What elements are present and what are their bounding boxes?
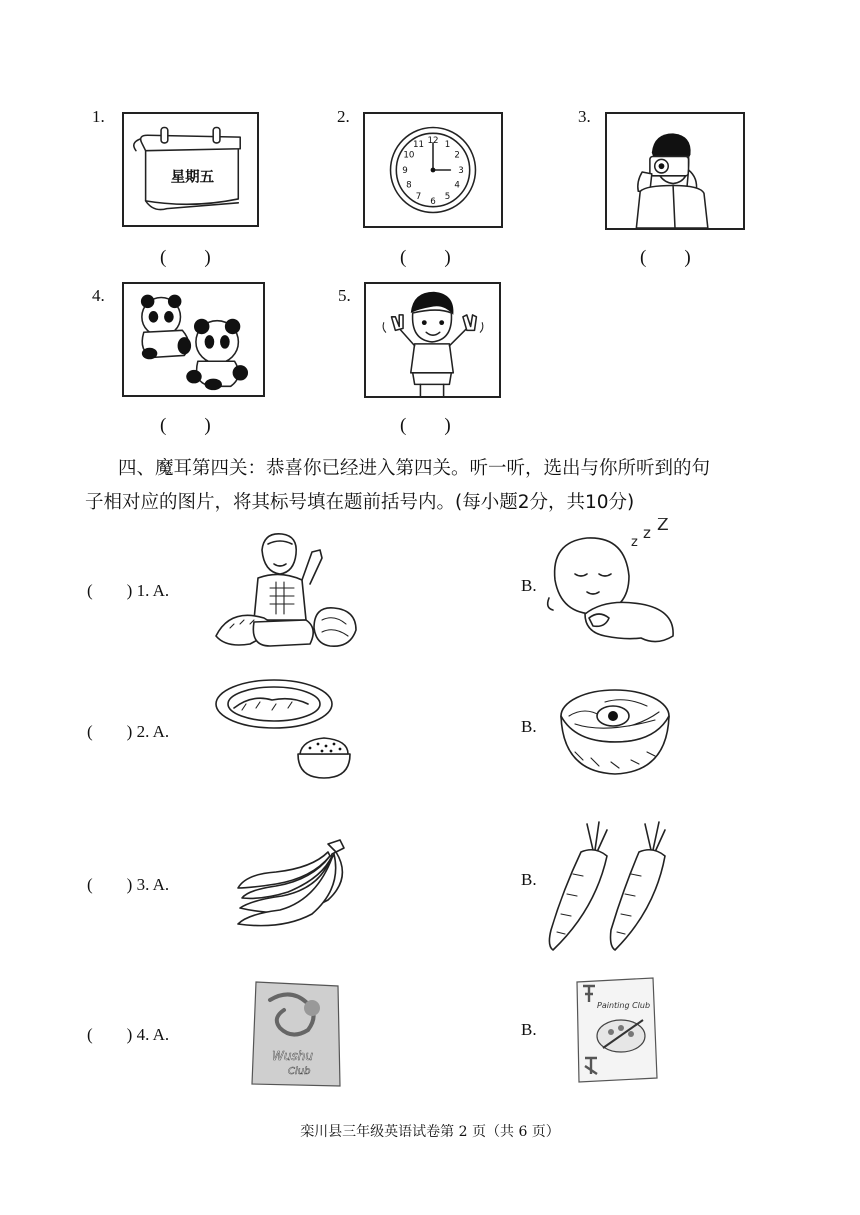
item-4-answer-paren: ( ): [160, 415, 211, 436]
page-footer: 栾川县三年级英语试卷第 2 页（共 6 页）: [300, 1124, 560, 1140]
plate-and-rice-icon: [212, 674, 360, 782]
svg-text:4: 4: [454, 180, 460, 191]
pandas-icon: [124, 284, 263, 395]
item-3-answer-paren: ( ): [640, 247, 691, 268]
svg-text:6: 6: [430, 196, 436, 207]
question-2-b-label: B.: [521, 717, 537, 736]
question-1-label: ( ) 1. A.: [87, 581, 170, 600]
svg-text:1: 1: [444, 139, 451, 150]
calendar-weekday-text: 星期五: [170, 169, 215, 186]
question-4-b-label: B.: [521, 1020, 537, 1039]
question-3-b-label: B.: [521, 870, 537, 889]
svg-text:Painting Club: Painting Club: [597, 1001, 651, 1010]
question-4-label: ( ) 4. A.: [87, 1025, 170, 1044]
q1-option-a-picture: [210, 528, 370, 650]
grandpa-vegetables-icon: [210, 528, 370, 650]
item-1-number: 1.: [92, 107, 105, 126]
calendar-icon: [124, 114, 257, 225]
q4-option-a-picture: [250, 978, 345, 1090]
item-5-number: 5.: [338, 286, 351, 305]
question-2-label: ( ) 2. A.: [87, 722, 170, 741]
wushu-club-poster-icon: [250, 978, 345, 1090]
svg-text:5: 5: [444, 191, 451, 202]
camera-person-icon: [607, 114, 743, 228]
item-1-picture: [122, 112, 259, 227]
item-2-picture: [363, 112, 503, 228]
item-5-answer-paren: ( ): [400, 415, 451, 436]
svg-text:z: z: [631, 535, 638, 550]
svg-text:3: 3: [458, 165, 464, 176]
svg-text:z: z: [643, 524, 651, 542]
svg-text:9: 9: [402, 165, 408, 176]
q2-option-a-picture: [212, 674, 360, 782]
carrots-icon: [543, 820, 673, 955]
svg-text:Z: Z: [657, 518, 669, 535]
svg-text:8: 8: [406, 180, 412, 191]
svg-text:7: 7: [415, 191, 422, 202]
svg-text:2: 2: [454, 150, 460, 161]
q2-option-b-picture: [555, 676, 675, 780]
sleeping-baby-icon: [545, 518, 680, 648]
question-3-label: ( ) 3. A.: [87, 875, 170, 894]
svg-text:Wushu: Wushu: [272, 1049, 313, 1063]
q3-option-a-picture: [232, 838, 364, 934]
item-2-number: 2.: [337, 107, 350, 126]
part4-instruction-line1: 四、魔耳第四关：恭喜你已经进入第四关。听一听，选出与你所听到的句: [118, 458, 711, 479]
item-3-picture: [605, 112, 745, 230]
question-1-b-label: B.: [521, 576, 537, 595]
q3-option-b-picture: [543, 820, 673, 955]
svg-text:10: 10: [403, 150, 415, 161]
svg-text:11: 11: [412, 139, 425, 150]
part4-instruction-line2: 子相对应的图片，将其标号填在题前括号内。(每小题2分，共10分): [85, 492, 635, 513]
painting-club-poster-icon: [573, 976, 658, 1083]
item-2-answer-paren: ( ): [400, 247, 451, 268]
item-5-picture: [364, 282, 501, 398]
item-1-answer-paren: ( ): [160, 247, 211, 268]
svg-text:Club: Club: [288, 1066, 311, 1077]
svg-text:12: 12: [427, 135, 439, 146]
q4-option-b-picture: [573, 976, 658, 1083]
noodle-bowl-icon: [555, 676, 675, 780]
item-4-number: 4.: [92, 286, 105, 305]
bananas-icon: [232, 838, 364, 934]
item-3-number: 3.: [578, 107, 591, 126]
q1-option-b-picture: [545, 518, 680, 648]
item-4-picture: [122, 282, 265, 397]
waving-boy-icon: [366, 284, 499, 396]
